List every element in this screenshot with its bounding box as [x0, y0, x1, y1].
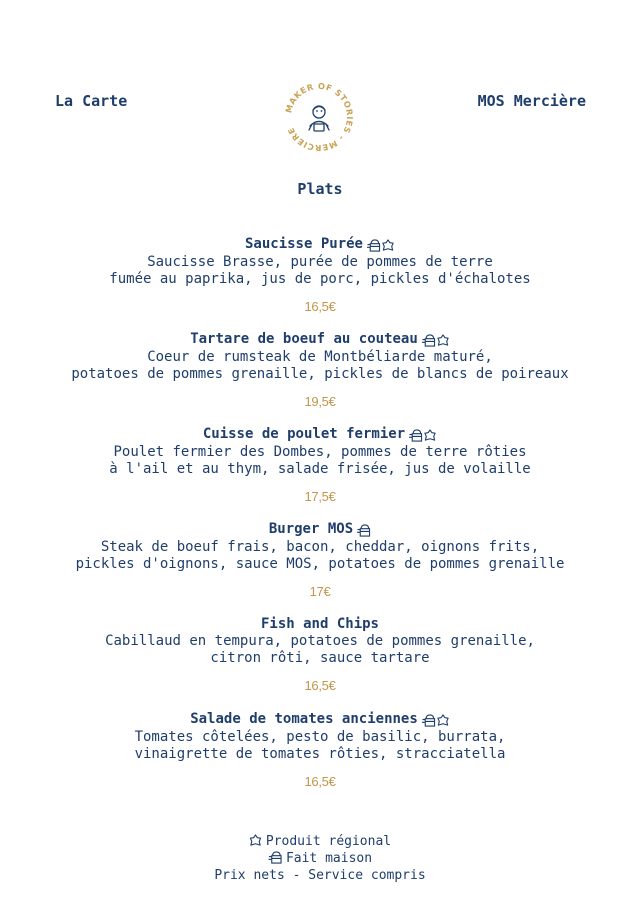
- dish-name-row: [0, 521, 640, 539]
- homemade-icon: [421, 714, 436, 727]
- dish-name-row: [0, 426, 640, 444]
- dish-name: Saucisse Purée: [244, 236, 363, 252]
- dish-description: Cabillaud en tempura, potatoes de pommes grenaille, citron rôti, sauce tartare: [105, 633, 535, 666]
- dish-name-row: [0, 616, 640, 633]
- svg-text:MAKER OF STORIES - MERCIERE: [283, 81, 355, 153]
- homemade-icon: [268, 851, 282, 864]
- header-left-title: La Carte: [55, 92, 128, 110]
- logo-text: MAKER OF STORIES - MERCIERE: [283, 80, 356, 154]
- dish-item: [0, 426, 640, 521]
- dish-price: 16,5€: [304, 678, 336, 693]
- dish-item: [0, 521, 640, 616]
- dish-description: Steak de boeuf frais, bacon, cheddar, oignons frits, pickles d'oignons, sauce MOS, potatoes de pommes grenaille: [75, 539, 565, 572]
- maker-of-stories-logo: [282, 80, 356, 154]
- dish-name: Burger MOS: [268, 521, 354, 537]
- regional-product-icon: [249, 834, 262, 847]
- dish-icons: [421, 712, 450, 729]
- dish-item: [0, 616, 640, 711]
- dish-price: 16,5€: [304, 774, 336, 789]
- regional-product-icon: [423, 429, 437, 442]
- dish-name: Salade de tomates anciennes: [190, 711, 418, 727]
- legend-regional-label: Produit régional: [265, 834, 392, 849]
- legend-regional: [0, 833, 640, 850]
- dish-item: [0, 236, 640, 331]
- regional-product-icon: [381, 239, 395, 252]
- dish-price: 19,5€: [304, 394, 336, 409]
- dish-description: Coeur de rumsteak de Montbéliarde maturé, potatoes de pommes grenaille, pickles de blancs de poireaux: [71, 349, 569, 382]
- dish-icons: [366, 237, 395, 254]
- dish-icons: [408, 427, 437, 444]
- menu-header: [0, 60, 640, 154]
- dish-name-row: [0, 711, 640, 729]
- header-right-title: MOS Mercière: [477, 92, 586, 110]
- dish-name: Cuisse de poulet fermier: [202, 426, 406, 442]
- dish-description: Poulet fermier des Dombes, pommes de terre rôties à l'ail et au thym, salade frisée, jus de volaille: [109, 444, 531, 477]
- dish-item: [0, 711, 640, 806]
- dish-price: 17€: [309, 584, 331, 599]
- homemade-icon: [356, 524, 371, 537]
- regional-product-icon: [436, 334, 450, 347]
- homemade-icon: [366, 239, 381, 252]
- dish-list: [0, 236, 640, 806]
- dish-description: Tomates côtelées, pesto de basilic, burrata, vinaigrette de tomates rôties, stracciatella: [134, 729, 506, 762]
- regional-product-icon: [436, 714, 450, 727]
- dish-name: Fish and Chips: [260, 616, 379, 632]
- menu-footer: [0, 833, 640, 884]
- dish-icons: [421, 332, 450, 349]
- dish-price: 16,5€: [304, 299, 336, 314]
- dish-name-row: [0, 236, 640, 254]
- dish-item: [0, 331, 640, 426]
- legend-homemade-label: Fait maison: [285, 851, 373, 866]
- dish-description: Saucisse Brasse, purée de pommes de terre fumée au paprika, jus de porc, pickles d'échalotes: [109, 254, 531, 287]
- homemade-icon: [421, 334, 436, 347]
- dish-name-row: [0, 331, 640, 349]
- dish-name: Tartare de boeuf au couteau: [190, 331, 418, 347]
- legend-homemade: [0, 850, 640, 867]
- dish-price: 17,5€: [304, 489, 336, 504]
- dish-icons: [356, 522, 371, 539]
- section-title: Plats: [297, 180, 343, 198]
- homemade-icon: [408, 429, 423, 442]
- price-note: Prix nets - Service compris: [214, 868, 426, 883]
